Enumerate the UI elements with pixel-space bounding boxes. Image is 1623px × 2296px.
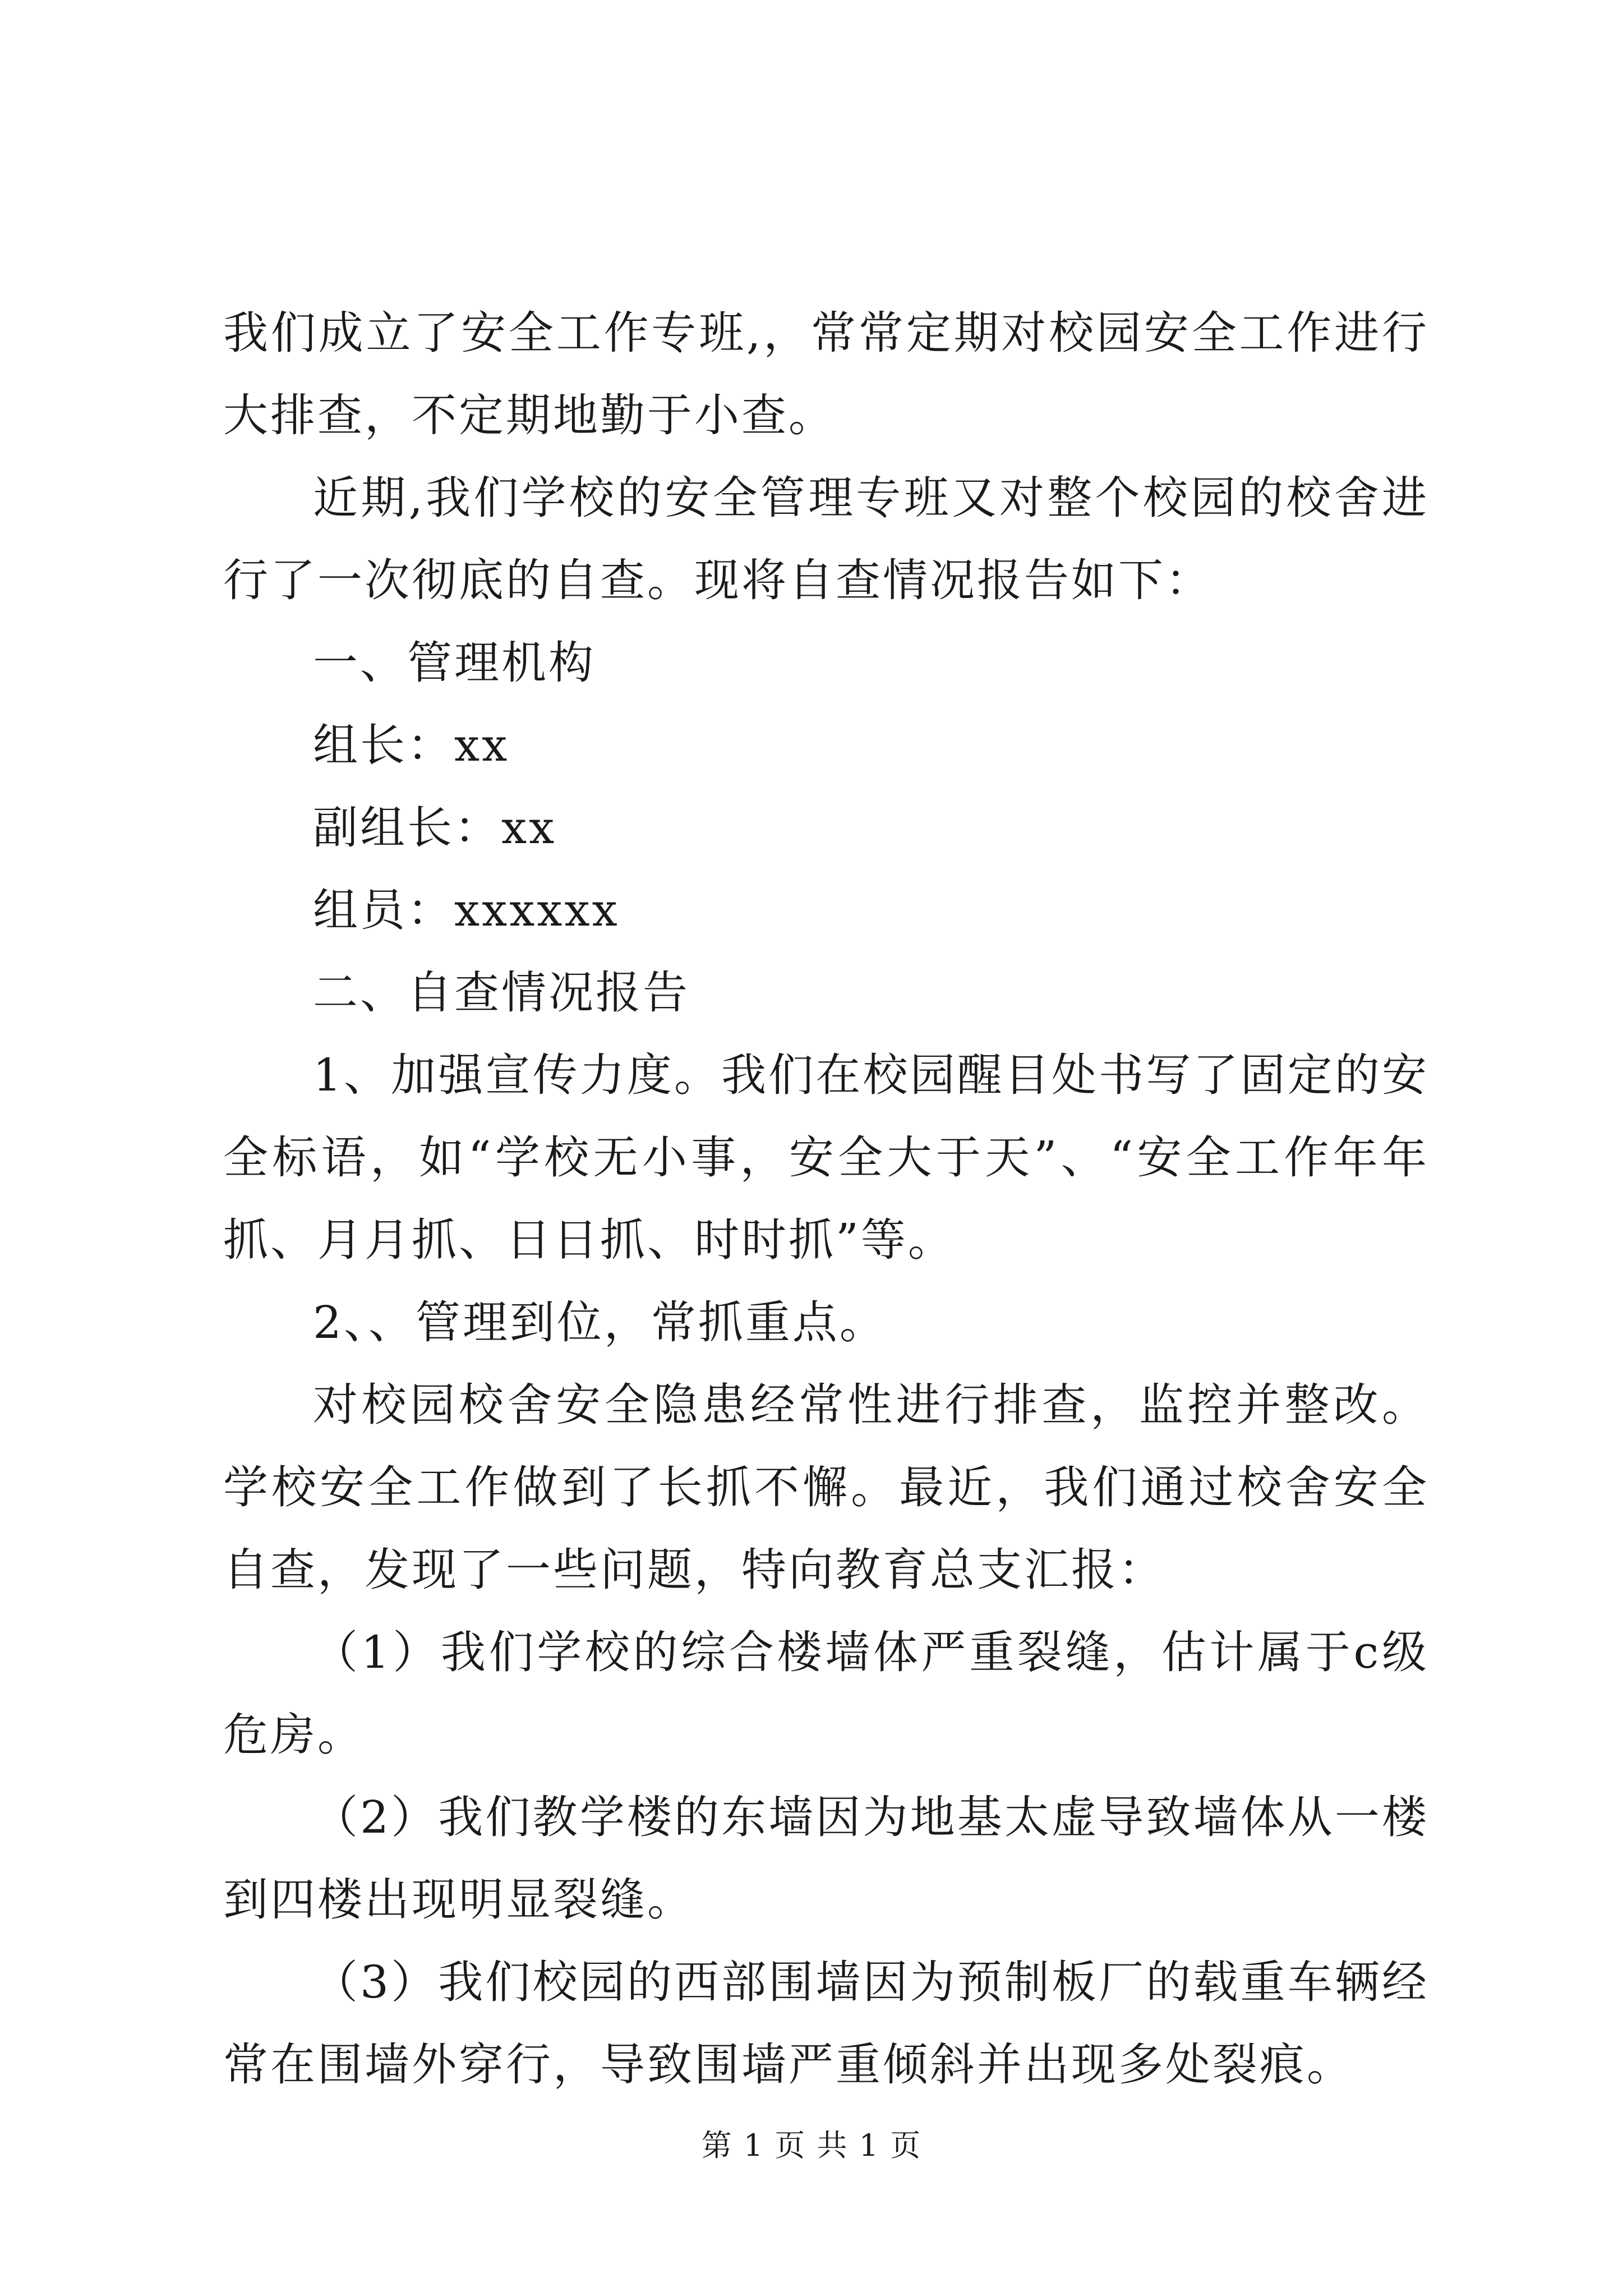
- team-members: 组员：xxxxxx: [313, 884, 620, 936]
- item-2-management: 2、、管理到位，常抓重点。: [313, 1296, 887, 1349]
- deputy-team-leader: 副组长：xx: [313, 802, 557, 854]
- section-heading-management: 一、管理机构: [313, 637, 596, 689]
- paragraph-inspection: 对校园校舍安全隐患经常性进行排查，监控并整改。学校安全工作做到了长抓不懈。最近，我们通过校舍安全自查，发现了一些问题，特向教育总支汇报：: [223, 1379, 1429, 1596]
- problem-2: （2）我们教学楼的东墙因为地基太虚导致墙体从一楼到四楼出现明显裂缝。: [223, 1791, 1429, 1926]
- page-footer: 第 1 页 共 1 页: [701, 2128, 922, 2163]
- item-1-publicity: 1、加强宣传力度。我们在校园醒目处书写了固定的安全标语，如“学校无小事，安全大于天”、“安全工作年年抓、月月抓、日日抓、时时抓”等。: [223, 1049, 1429, 1266]
- section-heading-report: 二、自查情况报告: [313, 967, 690, 1019]
- team-leader: 组长：xx: [313, 719, 510, 771]
- paragraph-2: 近期,我们学校的安全管理专班又对整个校园的校舍进行了一次彻底的自查。现将自查情况报告如下：: [223, 472, 1429, 606]
- problem-1: （1）我们学校的综合楼墙体严重裂缝，估计属于c级危房。: [223, 1626, 1429, 1761]
- paragraph-1: 我们成立了安全工作专班,，常常定期对校园安全工作进行大排查，不定期地勤于小查。: [223, 307, 1429, 441]
- document-body: [223, 292, 1429, 2106]
- problem-3: （3）我们校园的西部围墙因为预制板厂的载重车辆经常在围墙外穿行，导致围墙严重倾斜并出现多处裂痕。: [223, 1956, 1429, 2091]
